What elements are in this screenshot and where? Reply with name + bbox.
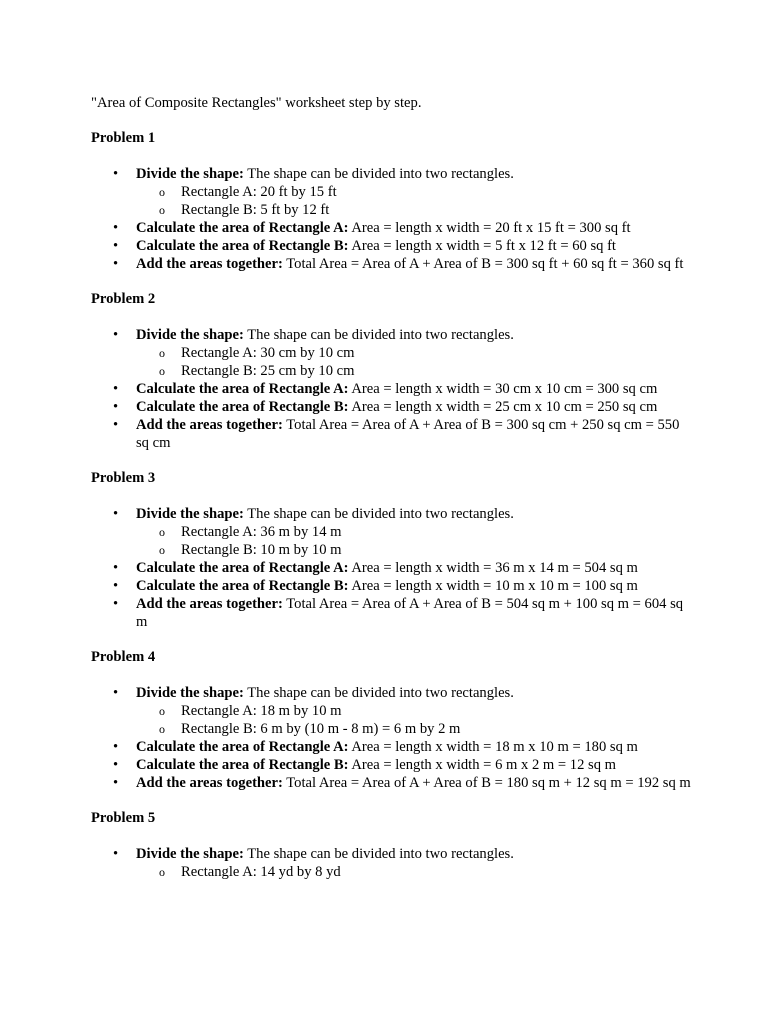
problem-section xyxy=(91,809,691,881)
step-divide xyxy=(91,165,691,219)
rectangle-item: o Rectangle B: 10 m by 10 m xyxy=(136,541,691,559)
rectangle-item: o Rectangle B: 25 cm by 10 cm xyxy=(136,362,691,380)
step-text: The shape can be divided into two rectangles. xyxy=(247,846,514,862)
step-total xyxy=(91,416,691,452)
rectangle-item: o Rectangle B: 6 m by (10 m - 8 m) = 6 m by 2 m xyxy=(136,720,691,738)
rectangle-list xyxy=(136,863,691,881)
step-label: Calculate the area of Rectangle B: xyxy=(136,238,349,254)
step-label: Calculate the area of Rectangle A: xyxy=(136,220,349,236)
problem-title: Problem 2 xyxy=(91,291,156,307)
intro-line: "Area of Composite Rectangles" worksheet step by step. xyxy=(91,95,422,111)
step-list xyxy=(91,165,691,273)
step-text: Area = length x width = 30 cm x 10 cm = 300 sq cm xyxy=(351,381,658,397)
rectangle-item: o Rectangle A: 20 ft by 15 ft xyxy=(136,183,691,201)
step-text: The shape can be divided into two rectangles. xyxy=(247,685,514,701)
problem-title: Problem 1 xyxy=(91,130,156,146)
step-text: The shape can be divided into two rectangles. xyxy=(247,506,514,522)
step-text: Area = length x width = 5 ft x 12 ft = 60 sq ft xyxy=(351,238,616,254)
step-label: Calculate the area of Rectangle A: xyxy=(136,381,349,397)
step-text: Area = length x width = 18 m x 10 m = 180 sq m xyxy=(351,739,638,755)
step-text: Total Area = Area of A + Area of B = 504 sq m + 100 sq m = 604 sq m xyxy=(136,596,684,630)
step-area-a xyxy=(91,738,691,756)
step-text: Area = length x width = 25 cm x 10 cm = 250 sq cm xyxy=(351,399,658,415)
problem-section xyxy=(91,290,691,452)
rectangle-item: o Rectangle B: 5 ft by 12 ft xyxy=(136,201,691,219)
step-total xyxy=(91,255,691,273)
problem-section xyxy=(91,469,691,631)
step-label: Divide the shape: xyxy=(136,846,244,862)
step-label: Calculate the area of Rectangle B: xyxy=(136,578,349,594)
step-list xyxy=(91,845,691,881)
step-divide xyxy=(91,684,691,738)
step-divide xyxy=(91,326,691,380)
rectangle-list xyxy=(136,523,691,559)
rectangle-item: o Rectangle A: 36 m by 14 m xyxy=(136,523,691,541)
step-text: Area = length x width = 10 m x 10 m = 100 sq m xyxy=(351,578,638,594)
problem-title: Problem 5 xyxy=(91,810,156,826)
step-label: Divide the shape: xyxy=(136,506,244,522)
step-text: Area = length x width = 20 ft x 15 ft = 300 sq ft xyxy=(351,220,631,236)
step-divide xyxy=(91,845,691,881)
step-area-b xyxy=(91,398,691,416)
step-label: Calculate the area of Rectangle A: xyxy=(136,560,349,576)
rectangle-list xyxy=(136,344,691,380)
rectangle-list xyxy=(136,702,691,738)
step-label: Add the areas together: xyxy=(136,596,283,612)
step-list xyxy=(91,505,691,631)
step-text: The shape can be divided into two rectangles. xyxy=(247,327,514,343)
rectangle-item: o Rectangle A: 30 cm by 10 cm xyxy=(136,344,691,362)
step-label: Add the areas together: xyxy=(136,256,283,272)
step-label: Add the areas together: xyxy=(136,775,283,791)
step-text: Total Area = Area of A + Area of B = 300 sq ft + 60 sq ft = 360 sq ft xyxy=(286,256,684,272)
step-area-a xyxy=(91,380,691,398)
step-label: Add the areas together: xyxy=(136,417,283,433)
step-text: Total Area = Area of A + Area of B = 300 sq cm + 250 sq cm = 550 sq cm xyxy=(136,417,680,451)
step-area-a xyxy=(91,219,691,237)
step-text: The shape can be divided into two rectangles. xyxy=(247,166,514,182)
step-area-a xyxy=(91,559,691,577)
step-area-b xyxy=(91,756,691,774)
document-body xyxy=(91,94,691,898)
step-label: Calculate the area of Rectangle B: xyxy=(136,757,349,773)
step-label: Divide the shape: xyxy=(136,685,244,701)
problem-section xyxy=(91,648,691,792)
step-label: Calculate the area of Rectangle B: xyxy=(136,399,349,415)
problem-section xyxy=(91,129,691,273)
step-text: Area = length x width = 36 m x 14 m = 504 sq m xyxy=(351,560,638,576)
step-total xyxy=(91,595,691,631)
step-label: Divide the shape: xyxy=(136,166,244,182)
step-label: Calculate the area of Rectangle A: xyxy=(136,739,349,755)
step-list xyxy=(91,684,691,792)
rectangle-list xyxy=(136,183,691,219)
step-total xyxy=(91,774,691,792)
step-area-b xyxy=(91,237,691,255)
rectangle-item: o Rectangle A: 14 yd by 8 yd xyxy=(136,863,691,881)
problem-title: Problem 4 xyxy=(91,649,156,665)
step-list xyxy=(91,326,691,452)
step-divide xyxy=(91,505,691,559)
rectangle-item: o Rectangle A: 18 m by 10 m xyxy=(136,702,691,720)
step-area-b xyxy=(91,577,691,595)
step-text: Area = length x width = 6 m x 2 m = 12 sq m xyxy=(351,757,616,773)
problem-title: Problem 3 xyxy=(91,470,156,486)
step-text: Total Area = Area of A + Area of B = 180 sq m + 12 sq m = 192 sq m xyxy=(286,775,691,791)
step-label: Divide the shape: xyxy=(136,327,244,343)
